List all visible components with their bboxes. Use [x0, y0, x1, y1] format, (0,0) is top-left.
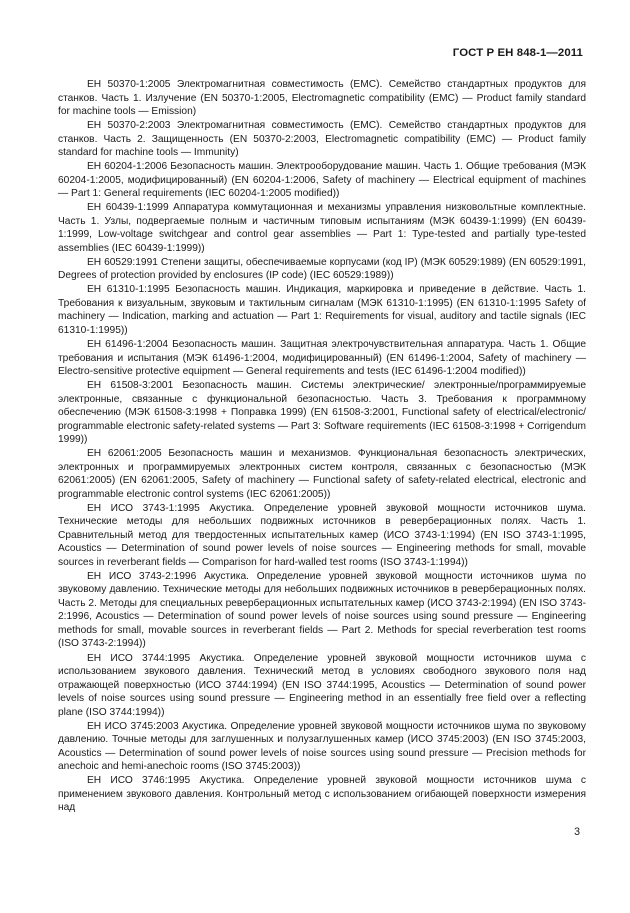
reference-entry: ЕН 62061:2005 Безопасность машин и механизмов. Функциональная безопасность электрических, электронных и программируемых электронных систем контроля, связанных с безопасностью (МЭК 62061:2005) (EN 62061:2005, Safety of machinery — Functional safety of safety-related electrical, electronic and programmable electronic control systems (IEC 62061:2005)) — [58, 448, 586, 500]
reference-entry: ЕН 61310-1:1995 Безопасность машин. Индикация, маркировка и приведение в действие. Часть 1. Требования к визуальным, звуковым и тактильным сигналам (МЭК 61310-1:1995) (EN 61310-1:1995 Safety of machinery — Indication, marking and actuation — Part 1: Requirements for visual, auditory and tactile signals (IEC 61310-1:1995)) — [58, 284, 586, 336]
reference-entry: ЕН 61508-3:2001 Безопасность машин. Системы электрические/ электронные/программируемые электронные, связанные с функциональной безопасностью. Часть 3. Требования к программному обеспечению (МЭК 61508-3:1998 + Поправка 1999) (EN 61508-3:2001, Functional safety of electrical/electronic/ programmable electronic safety-related systems — Part 3: Software requirements (IEC 61508-3:1998 + Corrigendum 1999)) — [58, 380, 586, 446]
reference-entry: ЕН ИСО 3744:1995 Акустика. Определение уровней звуковой мощности источников шума с использованием звукового давления. Технический метод в условиях свободного звукового поля над отражающей поверхностью (ИСО 3744:1994) (EN ISO 3744:1995, Acoustics — Determination of sound power levels of noise sources using sound pressure — Engineering method in an essentially free field over a reflecting plane (ISO 3744:1994)) — [58, 652, 586, 718]
reference-entry: ЕН 50370-1:2005 Электромагнитная совместимость (ЕМС). Семейство стандартных продуктов для станков. Часть 1. Излучение (EN 50370-1:2005, Electromagnetic compatibility (EMC) — Product family standard for machine tools — Emission) — [58, 79, 586, 117]
reference-entry: ЕН 61496-1:2004 Безопасность машин. Защитная электрочувствительная аппаратура. Часть 1. Общие требования и испытания (МЭК 61496-1:2004, модифицированный) (EN 61496-1:2004, Safety of machinery — Electro-sensitive protective equipment — General requirements and tests (IEC 61496-1:2004 modified)) — [58, 339, 586, 378]
reference-entry: ЕН ИСО 3743-1:1995 Акустика. Определение уровней звуковой мощности источников шума. Технические методы для небольших подвижных источников в реверберационных полях. Часть 1. Сравнительный метод для твердостенных испытательных камер (ИСО 3743-1:1994) (EN ISO 3743-1:1995, Acoustics — Determination of sound power levels of noise sources — Engineering methods for small, movable sources in reverberant fields — Comparison for hard-walled test rooms (ISO 3743-1:1994)) — [58, 502, 586, 568]
document-body — [58, 78, 586, 815]
page-number: 3 — [574, 826, 580, 838]
reference-entry: ЕН 60439-1:1999 Аппаратура коммутационная и механизмы управления низковольтные комплектные. Часть 1. Узлы, подвергаемые полным и частичным типовым испытаниям (МЭК 60439-1:1999) (EN 60439-1:1999, Low-voltage switchgear and control gear assemblies — Part 1: Type-tested and partially type-tested assemblies (IEC 60439-1:1999)) — [58, 202, 586, 254]
reference-entry: ЕН 60204-1:2006 Безопасность машин. Электрооборудование машин. Часть 1. Общие требования (МЭК 60204-1:2005, модифицированный) (EN 60204-1:2006, Safety of machinery — Electrical equipment of machines — Part 1: General requirements (IEC 60204-1:2005 modified)) — [58, 161, 586, 200]
reference-entry: ЕН ИСО 3745:2003 Акустика. Определение уровней звуковой мощности источников шума по звуковому давлению. Точные методы для заглушенных и полузаглушенных камер (ИСО 3745:2003) (EN ISO 3745:2003, Acoustics — Determination of sound power levels of noise sources using sound pressure — Precision methods for anechoic and hemi-anechoic rooms (ISO 3745:2003)) — [58, 720, 586, 773]
document-header: ГОСТ Р ЕН 848-1—2011 — [452, 47, 583, 59]
reference-entry: ЕН 60529:1991 Степени защиты, обеспечиваемые корпусами (код IP) (МЭК 60529:1989) (EN 60529:1991, Degrees of protection provided by enclosures (IP code) (IEC 60529:1989)) — [58, 256, 586, 282]
reference-entry: ЕН ИСО 3746:1995 Акустика. Определение уровней звуковой мощности источников шума с применением звукового давления. Контрольный метод с использованием огибающей поверхности измерения над — [58, 775, 586, 814]
reference-entry: ЕН 50370-2:2003 Электромагнитная совместимость (ЕМС). Семейство стандартных продуктов для станков. Часть 2. Защищенность (EN 50370-2:2003, Electromagnetic compatibility (EMC) — Product family standard for machine tools — Immunity) — [58, 120, 586, 159]
reference-entry: ЕН ИСО 3743-2:1996 Акустика. Определение уровней звуковой мощности источников шума по звуковому давлению. Технические методы для небольших подвижных источников в реверберационных полях. Часть 2. Методы для специальных реверберационных испытательных камер (ИСО 3743-2:1994) (EN ISO 3743-2:1996, Acoustics — Determination of sound power levels of noise sources using sound pressure — Engineering methods for small, movable sources in reverberant fields — Part 2. Methods for special reverberation test rooms (ISO 3743-2:1994)) — [58, 570, 586, 650]
